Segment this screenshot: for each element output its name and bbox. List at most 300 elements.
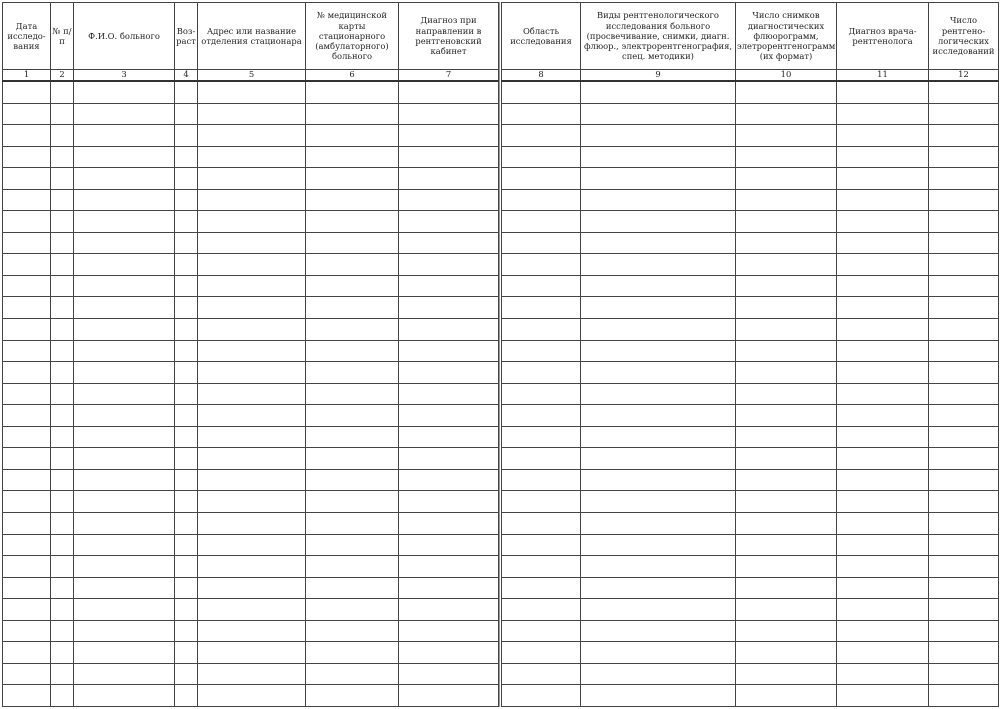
table-cell[interactable] <box>837 534 929 556</box>
table-cell[interactable] <box>198 405 306 427</box>
table-cell[interactable] <box>51 297 74 319</box>
table-cell[interactable] <box>175 146 198 168</box>
table-cell[interactable] <box>175 620 198 642</box>
table-cell[interactable] <box>3 232 51 254</box>
table-cell[interactable] <box>175 81 198 103</box>
table-cell[interactable] <box>581 297 736 319</box>
table-cell[interactable] <box>306 189 399 211</box>
table-cell[interactable] <box>175 556 198 578</box>
table-cell[interactable] <box>736 319 837 341</box>
table-cell[interactable] <box>74 577 175 599</box>
table-cell[interactable] <box>51 103 74 125</box>
table-cell[interactable] <box>51 685 74 707</box>
table-cell[interactable] <box>3 620 51 642</box>
table-cell[interactable] <box>581 211 736 233</box>
table-cell[interactable] <box>175 405 198 427</box>
table-cell[interactable] <box>306 125 399 147</box>
table-cell[interactable] <box>306 426 399 448</box>
table-cell[interactable] <box>3 426 51 448</box>
table-cell[interactable] <box>736 663 837 685</box>
table-cell[interactable] <box>306 319 399 341</box>
table-cell[interactable] <box>736 448 837 470</box>
table-cell[interactable] <box>502 297 581 319</box>
table-cell[interactable] <box>929 577 999 599</box>
table-cell[interactable] <box>175 297 198 319</box>
table-cell[interactable] <box>837 577 929 599</box>
table-cell[interactable] <box>837 81 929 103</box>
table-cell[interactable] <box>581 232 736 254</box>
table-cell[interactable] <box>929 642 999 664</box>
table-cell[interactable] <box>929 297 999 319</box>
table-cell[interactable] <box>929 103 999 125</box>
table-cell[interactable] <box>502 362 581 384</box>
table-cell[interactable] <box>306 642 399 664</box>
table-cell[interactable] <box>198 340 306 362</box>
table-cell[interactable] <box>502 189 581 211</box>
table-cell[interactable] <box>929 168 999 190</box>
table-cell[interactable] <box>929 512 999 534</box>
table-cell[interactable] <box>736 620 837 642</box>
table-cell[interactable] <box>198 383 306 405</box>
table-cell[interactable] <box>306 211 399 233</box>
table-cell[interactable] <box>198 426 306 448</box>
table-cell[interactable] <box>198 469 306 491</box>
table-cell[interactable] <box>581 620 736 642</box>
table-cell[interactable] <box>74 620 175 642</box>
table-cell[interactable] <box>837 620 929 642</box>
table-cell[interactable] <box>399 319 499 341</box>
table-cell[interactable] <box>837 599 929 621</box>
table-cell[interactable] <box>306 362 399 384</box>
table-cell[interactable] <box>736 168 837 190</box>
table-cell[interactable] <box>74 275 175 297</box>
table-cell[interactable] <box>175 426 198 448</box>
table-cell[interactable] <box>175 340 198 362</box>
table-cell[interactable] <box>198 211 306 233</box>
table-cell[interactable] <box>306 254 399 276</box>
table-cell[interactable] <box>736 405 837 427</box>
table-cell[interactable] <box>198 685 306 707</box>
table-cell[interactable] <box>736 642 837 664</box>
table-cell[interactable] <box>306 620 399 642</box>
table-cell[interactable] <box>306 146 399 168</box>
table-cell[interactable] <box>837 319 929 341</box>
table-cell[interactable] <box>581 599 736 621</box>
table-cell[interactable] <box>74 405 175 427</box>
table-cell[interactable] <box>198 620 306 642</box>
table-cell[interactable] <box>3 512 51 534</box>
table-cell[interactable] <box>581 663 736 685</box>
table-cell[interactable] <box>51 383 74 405</box>
table-cell[interactable] <box>502 426 581 448</box>
table-cell[interactable] <box>198 232 306 254</box>
table-cell[interactable] <box>502 275 581 297</box>
table-cell[interactable] <box>3 685 51 707</box>
table-cell[interactable] <box>502 103 581 125</box>
table-cell[interactable] <box>198 556 306 578</box>
table-cell[interactable] <box>3 254 51 276</box>
table-cell[interactable] <box>175 534 198 556</box>
table-cell[interactable] <box>198 168 306 190</box>
table-cell[interactable] <box>837 469 929 491</box>
table-cell[interactable] <box>399 362 499 384</box>
table-cell[interactable] <box>175 383 198 405</box>
table-cell[interactable] <box>74 125 175 147</box>
table-cell[interactable] <box>3 211 51 233</box>
table-cell[interactable] <box>502 81 581 103</box>
table-cell[interactable] <box>51 340 74 362</box>
table-cell[interactable] <box>736 211 837 233</box>
table-cell[interactable] <box>3 340 51 362</box>
table-cell[interactable] <box>837 168 929 190</box>
table-cell[interactable] <box>502 534 581 556</box>
table-cell[interactable] <box>502 383 581 405</box>
table-cell[interactable] <box>736 426 837 448</box>
table-cell[interactable] <box>837 405 929 427</box>
table-cell[interactable] <box>837 254 929 276</box>
table-cell[interactable] <box>502 512 581 534</box>
table-cell[interactable] <box>736 512 837 534</box>
table-cell[interactable] <box>736 232 837 254</box>
table-cell[interactable] <box>581 642 736 664</box>
table-cell[interactable] <box>198 125 306 147</box>
table-cell[interactable] <box>929 663 999 685</box>
table-cell[interactable] <box>502 125 581 147</box>
table-cell[interactable] <box>399 125 499 147</box>
table-cell[interactable] <box>736 146 837 168</box>
table-cell[interactable] <box>929 275 999 297</box>
table-cell[interactable] <box>198 254 306 276</box>
table-cell[interactable] <box>399 81 499 103</box>
table-cell[interactable] <box>51 534 74 556</box>
table-cell[interactable] <box>3 405 51 427</box>
table-cell[interactable] <box>175 663 198 685</box>
table-cell[interactable] <box>399 146 499 168</box>
table-cell[interactable] <box>74 232 175 254</box>
table-cell[interactable] <box>306 103 399 125</box>
table-cell[interactable] <box>74 168 175 190</box>
table-cell[interactable] <box>175 491 198 513</box>
table-cell[interactable] <box>175 685 198 707</box>
table-cell[interactable] <box>581 577 736 599</box>
table-cell[interactable] <box>736 685 837 707</box>
table-cell[interactable] <box>502 663 581 685</box>
table-cell[interactable] <box>736 556 837 578</box>
table-cell[interactable] <box>175 642 198 664</box>
table-cell[interactable] <box>837 426 929 448</box>
table-cell[interactable] <box>837 189 929 211</box>
table-cell[interactable] <box>306 577 399 599</box>
table-cell[interactable] <box>306 685 399 707</box>
table-cell[interactable] <box>175 125 198 147</box>
table-cell[interactable] <box>74 211 175 233</box>
table-cell[interactable] <box>929 491 999 513</box>
table-cell[interactable] <box>502 448 581 470</box>
table-cell[interactable] <box>198 275 306 297</box>
table-cell[interactable] <box>837 685 929 707</box>
table-cell[interactable] <box>306 534 399 556</box>
table-cell[interactable] <box>51 232 74 254</box>
table-cell[interactable] <box>51 189 74 211</box>
table-cell[interactable] <box>837 232 929 254</box>
table-cell[interactable] <box>399 211 499 233</box>
table-cell[interactable] <box>74 685 175 707</box>
table-cell[interactable] <box>51 491 74 513</box>
table-cell[interactable] <box>837 556 929 578</box>
table-cell[interactable] <box>74 189 175 211</box>
table-cell[interactable] <box>74 534 175 556</box>
table-cell[interactable] <box>736 125 837 147</box>
table-cell[interactable] <box>502 620 581 642</box>
table-cell[interactable] <box>198 642 306 664</box>
table-cell[interactable] <box>929 362 999 384</box>
table-cell[interactable] <box>837 663 929 685</box>
table-cell[interactable] <box>502 642 581 664</box>
table-cell[interactable] <box>581 556 736 578</box>
table-cell[interactable] <box>837 512 929 534</box>
table-cell[interactable] <box>306 448 399 470</box>
table-cell[interactable] <box>175 168 198 190</box>
table-cell[interactable] <box>502 146 581 168</box>
table-cell[interactable] <box>51 319 74 341</box>
table-cell[interactable] <box>837 146 929 168</box>
table-cell[interactable] <box>502 491 581 513</box>
table-cell[interactable] <box>306 469 399 491</box>
table-cell[interactable] <box>3 534 51 556</box>
table-cell[interactable] <box>399 426 499 448</box>
table-cell[interactable] <box>399 383 499 405</box>
table-cell[interactable] <box>74 103 175 125</box>
table-cell[interactable] <box>198 534 306 556</box>
table-cell[interactable] <box>74 81 175 103</box>
table-cell[interactable] <box>74 556 175 578</box>
table-cell[interactable] <box>736 275 837 297</box>
table-cell[interactable] <box>581 534 736 556</box>
table-cell[interactable] <box>175 448 198 470</box>
table-cell[interactable] <box>929 125 999 147</box>
table-cell[interactable] <box>399 491 499 513</box>
table-cell[interactable] <box>3 469 51 491</box>
table-cell[interactable] <box>3 189 51 211</box>
table-cell[interactable] <box>399 620 499 642</box>
table-cell[interactable] <box>399 685 499 707</box>
table-cell[interactable] <box>74 362 175 384</box>
table-cell[interactable] <box>51 642 74 664</box>
table-cell[interactable] <box>581 275 736 297</box>
table-cell[interactable] <box>581 469 736 491</box>
table-cell[interactable] <box>175 512 198 534</box>
table-cell[interactable] <box>502 168 581 190</box>
table-cell[interactable] <box>929 319 999 341</box>
table-cell[interactable] <box>502 254 581 276</box>
table-cell[interactable] <box>3 383 51 405</box>
table-cell[interactable] <box>3 362 51 384</box>
table-cell[interactable] <box>51 146 74 168</box>
table-cell[interactable] <box>3 103 51 125</box>
table-cell[interactable] <box>399 405 499 427</box>
table-cell[interactable] <box>3 81 51 103</box>
table-cell[interactable] <box>399 577 499 599</box>
table-cell[interactable] <box>581 405 736 427</box>
table-cell[interactable] <box>929 340 999 362</box>
table-cell[interactable] <box>502 211 581 233</box>
table-cell[interactable] <box>175 254 198 276</box>
table-cell[interactable] <box>399 599 499 621</box>
table-cell[interactable] <box>51 275 74 297</box>
table-cell[interactable] <box>581 125 736 147</box>
table-cell[interactable] <box>399 297 499 319</box>
table-cell[interactable] <box>837 340 929 362</box>
table-cell[interactable] <box>306 599 399 621</box>
table-cell[interactable] <box>736 103 837 125</box>
table-cell[interactable] <box>51 426 74 448</box>
table-cell[interactable] <box>837 383 929 405</box>
table-cell[interactable] <box>198 577 306 599</box>
table-cell[interactable] <box>51 620 74 642</box>
table-cell[interactable] <box>736 362 837 384</box>
table-cell[interactable] <box>929 405 999 427</box>
table-cell[interactable] <box>3 448 51 470</box>
table-cell[interactable] <box>74 426 175 448</box>
table-cell[interactable] <box>502 685 581 707</box>
table-cell[interactable] <box>837 103 929 125</box>
table-cell[interactable] <box>837 642 929 664</box>
table-cell[interactable] <box>51 405 74 427</box>
table-cell[interactable] <box>74 448 175 470</box>
table-cell[interactable] <box>929 685 999 707</box>
table-cell[interactable] <box>198 297 306 319</box>
table-cell[interactable] <box>929 146 999 168</box>
table-cell[interactable] <box>929 189 999 211</box>
table-cell[interactable] <box>502 599 581 621</box>
table-cell[interactable] <box>502 232 581 254</box>
table-cell[interactable] <box>837 211 929 233</box>
table-cell[interactable] <box>581 685 736 707</box>
table-cell[interactable] <box>51 125 74 147</box>
table-cell[interactable] <box>3 663 51 685</box>
table-cell[interactable] <box>74 383 175 405</box>
table-cell[interactable] <box>198 103 306 125</box>
table-cell[interactable] <box>581 168 736 190</box>
table-cell[interactable] <box>51 469 74 491</box>
table-cell[interactable] <box>3 577 51 599</box>
table-cell[interactable] <box>51 556 74 578</box>
table-cell[interactable] <box>399 663 499 685</box>
table-cell[interactable] <box>3 297 51 319</box>
table-cell[interactable] <box>175 211 198 233</box>
table-cell[interactable] <box>736 534 837 556</box>
table-cell[interactable] <box>581 362 736 384</box>
table-cell[interactable] <box>399 556 499 578</box>
table-cell[interactable] <box>306 275 399 297</box>
table-cell[interactable] <box>502 577 581 599</box>
table-cell[interactable] <box>929 254 999 276</box>
table-cell[interactable] <box>399 275 499 297</box>
table-cell[interactable] <box>929 426 999 448</box>
table-cell[interactable] <box>74 642 175 664</box>
table-cell[interactable] <box>736 189 837 211</box>
table-cell[interactable] <box>581 512 736 534</box>
table-cell[interactable] <box>736 340 837 362</box>
table-cell[interactable] <box>399 512 499 534</box>
table-cell[interactable] <box>837 297 929 319</box>
table-cell[interactable] <box>198 448 306 470</box>
table-cell[interactable] <box>929 469 999 491</box>
table-cell[interactable] <box>3 491 51 513</box>
table-cell[interactable] <box>306 340 399 362</box>
table-cell[interactable] <box>3 168 51 190</box>
table-cell[interactable] <box>198 512 306 534</box>
table-cell[interactable] <box>3 319 51 341</box>
table-cell[interactable] <box>736 491 837 513</box>
table-cell[interactable] <box>175 599 198 621</box>
table-cell[interactable] <box>306 491 399 513</box>
table-cell[interactable] <box>51 663 74 685</box>
table-cell[interactable] <box>198 189 306 211</box>
table-cell[interactable] <box>198 81 306 103</box>
table-cell[interactable] <box>306 663 399 685</box>
table-cell[interactable] <box>581 340 736 362</box>
table-cell[interactable] <box>502 340 581 362</box>
table-cell[interactable] <box>306 405 399 427</box>
table-cell[interactable] <box>175 232 198 254</box>
table-cell[interactable] <box>198 599 306 621</box>
table-cell[interactable] <box>306 556 399 578</box>
table-cell[interactable] <box>581 448 736 470</box>
table-cell[interactable] <box>399 189 499 211</box>
table-cell[interactable] <box>306 512 399 534</box>
table-cell[interactable] <box>399 232 499 254</box>
table-cell[interactable] <box>175 362 198 384</box>
table-cell[interactable] <box>3 125 51 147</box>
table-cell[interactable] <box>51 362 74 384</box>
table-cell[interactable] <box>837 275 929 297</box>
table-cell[interactable] <box>399 469 499 491</box>
table-cell[interactable] <box>581 383 736 405</box>
table-cell[interactable] <box>837 448 929 470</box>
table-cell[interactable] <box>3 599 51 621</box>
table-cell[interactable] <box>74 146 175 168</box>
table-cell[interactable] <box>399 534 499 556</box>
table-cell[interactable] <box>581 491 736 513</box>
table-cell[interactable] <box>929 556 999 578</box>
table-cell[interactable] <box>929 81 999 103</box>
table-cell[interactable] <box>736 297 837 319</box>
table-cell[interactable] <box>929 211 999 233</box>
table-cell[interactable] <box>51 599 74 621</box>
table-cell[interactable] <box>399 340 499 362</box>
table-cell[interactable] <box>581 146 736 168</box>
table-cell[interactable] <box>736 81 837 103</box>
table-cell[interactable] <box>175 577 198 599</box>
table-cell[interactable] <box>929 383 999 405</box>
table-cell[interactable] <box>581 81 736 103</box>
table-cell[interactable] <box>929 620 999 642</box>
table-cell[interactable] <box>3 642 51 664</box>
table-cell[interactable] <box>502 405 581 427</box>
table-cell[interactable] <box>502 469 581 491</box>
table-cell[interactable] <box>736 577 837 599</box>
table-cell[interactable] <box>198 319 306 341</box>
table-cell[interactable] <box>306 232 399 254</box>
table-cell[interactable] <box>74 491 175 513</box>
table-cell[interactable] <box>306 81 399 103</box>
table-cell[interactable] <box>198 146 306 168</box>
table-cell[interactable] <box>51 254 74 276</box>
table-cell[interactable] <box>736 383 837 405</box>
table-cell[interactable] <box>74 340 175 362</box>
table-cell[interactable] <box>175 189 198 211</box>
